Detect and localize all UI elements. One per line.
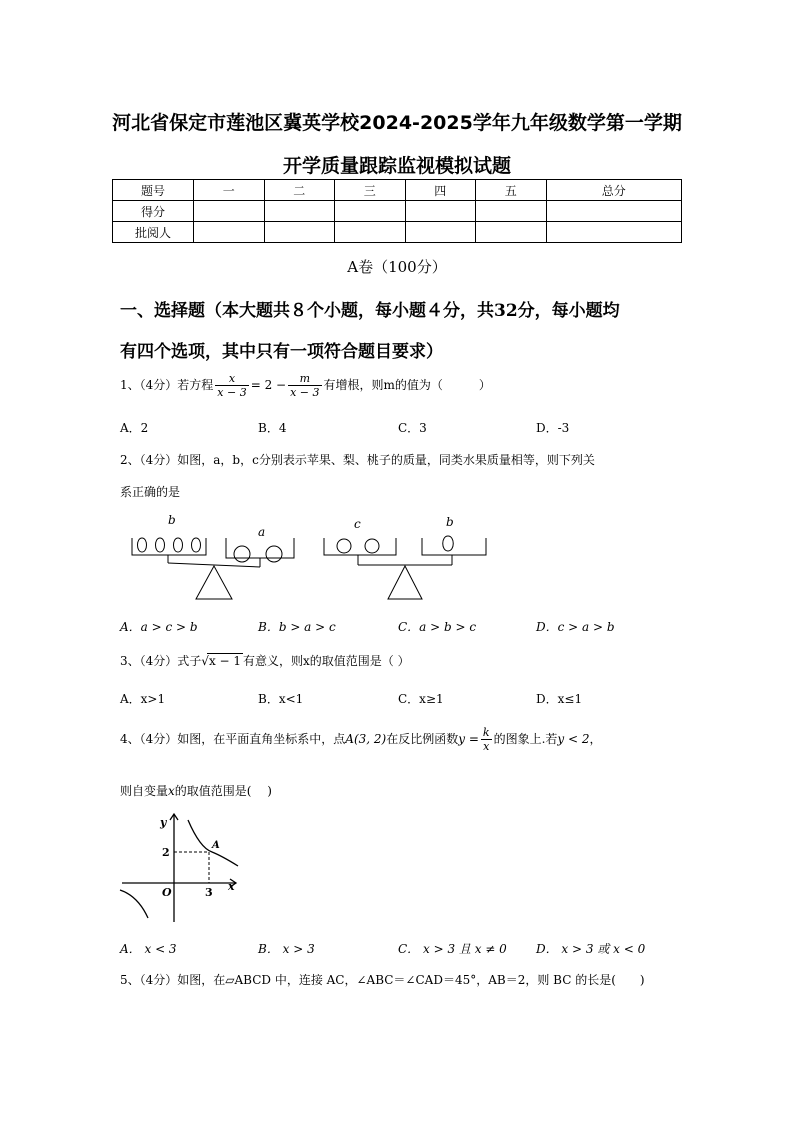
question-5: 5、（4分）如图，在▱ABCD 中，连接 AC，∠ABC＝∠CAD＝45°，AB＝2，则 BC 的长是( ): [120, 973, 645, 987]
q1-prefix: 1、（4分）若方程: [120, 378, 214, 392]
question-2-line1: 2、（4分）如图，a，b，c分别表示苹果、梨、桃子的质量，同类水果质量相等，则下列关: [120, 453, 595, 467]
question-3: [120, 652, 410, 669]
q1-frac2-den: x − 3: [290, 386, 320, 399]
q3-suffix: 有意义，则x的取值范围是（ ）: [243, 654, 410, 668]
score-cell[interactable]: [335, 201, 406, 222]
q3-option-a[interactable]: A．x>1: [120, 692, 166, 706]
section-a-heading: A卷（100分）: [347, 258, 447, 276]
score-table-row-label: 得分: [113, 201, 194, 222]
q1-fraction-2: [288, 372, 321, 399]
q4-line2-b: 的取值范围是( ): [174, 784, 272, 798]
q4-prefix: 4、（4分）如图，在平面直角坐标系中，点: [120, 732, 346, 746]
score-table-row: [113, 201, 682, 222]
score-cell[interactable]: [476, 222, 547, 243]
q1-mid: = 2 −: [250, 378, 287, 392]
sqrt-icon: √: [201, 654, 209, 668]
score-cell[interactable]: [405, 201, 476, 222]
part1-heading-line2: 有四个选项，其中只有一项符合题目要求）: [120, 342, 443, 362]
score-cell[interactable]: [335, 222, 406, 243]
balance-scale-right: [324, 536, 486, 599]
q1-option-d[interactable]: D．-3: [536, 421, 570, 435]
score-table-header-row: [113, 180, 682, 201]
score-cell[interactable]: [194, 201, 265, 222]
q4-option-c[interactable]: C． x > 3 且 x ≠ 0: [398, 942, 507, 956]
q4-mid: 在反比例函数: [386, 732, 459, 746]
q4-suffix: 的图象上.若: [493, 732, 558, 746]
q3-prefix: 3、（4分）式子: [120, 654, 202, 668]
score-cell[interactable]: [264, 201, 335, 222]
q4-func-lhs: y =: [458, 732, 479, 746]
graph-label-3: 3: [205, 886, 213, 899]
q4-comma: ，: [589, 732, 602, 746]
q4-line2-var: x: [168, 784, 175, 798]
question-4-line1: [120, 726, 602, 753]
exam-title-line1: 河北省保定市莲池区冀英学校2024-2025学年九年级数学第一学期: [112, 112, 682, 134]
q1-option-a[interactable]: A．2: [120, 421, 149, 435]
exam-title-line2: 开学质量跟踪监视模拟试题: [282, 155, 511, 177]
graph-label-y: y: [160, 816, 167, 829]
q3-option-d[interactable]: D．x≤1: [536, 692, 583, 706]
q1-option-c[interactable]: C．3: [398, 421, 427, 435]
q4-line2-a: 则自变量: [120, 784, 169, 798]
graph-label-x: x: [228, 880, 235, 893]
q1-suffix: 有增根，则m的值为（ ）: [323, 378, 491, 392]
score-table-header-cell: 五: [476, 180, 547, 201]
q1-option-b[interactable]: B．4: [258, 421, 287, 435]
score-table: [112, 179, 682, 243]
fig-label-c: c: [354, 517, 361, 531]
q2-option-a[interactable]: A．a > c > b: [120, 620, 198, 634]
q1-frac1-den: x − 3: [217, 386, 247, 399]
score-cell[interactable]: [194, 222, 265, 243]
score-cell[interactable]: [264, 222, 335, 243]
score-cell[interactable]: [546, 201, 682, 222]
graph-label-origin: O: [162, 886, 172, 899]
score-table-header-cell: 二: [264, 180, 335, 201]
q2-option-d[interactable]: D．c > a > b: [536, 620, 615, 634]
fig-label-b-left: b: [168, 513, 176, 527]
q3-option-b[interactable]: B．x<1: [258, 692, 304, 706]
q4-option-d[interactable]: D． x > 3 或 x < 0: [536, 942, 646, 956]
q1-frac2-num: m: [288, 372, 321, 386]
q4-frac-den: x: [483, 740, 490, 753]
q3-option-c[interactable]: C．x≥1: [398, 692, 444, 706]
part1-heading-line1: 一、选择题（本大题共８个小题，每小题４分，共32分，每小题均: [120, 301, 620, 321]
graph-label-point-a: A: [212, 840, 220, 851]
q4-fraction: [481, 726, 492, 753]
score-table-header-cell: 三: [335, 180, 406, 201]
q4-frac-num: k: [482, 726, 490, 739]
graph-label-2: 2: [162, 846, 170, 859]
score-table-header-cell: 四: [405, 180, 476, 201]
score-table-row: [113, 222, 682, 243]
q1-fraction-1: [215, 372, 248, 399]
q4-option-b[interactable]: B． x > 3: [258, 942, 315, 956]
q4-condition: y < 2: [557, 732, 590, 746]
fig-label-b-right: b: [446, 515, 454, 529]
q2-option-c[interactable]: C．a > b > c: [398, 620, 477, 634]
score-cell[interactable]: [546, 222, 682, 243]
balance-scales-figure: [118, 508, 498, 604]
score-table-header-cell: 总分: [546, 180, 682, 201]
q4-point: A(3, 2): [345, 732, 387, 746]
score-table-header-cell: 题号: [113, 180, 194, 201]
q2-option-b[interactable]: B．b > a > c: [258, 620, 336, 634]
q4-option-a[interactable]: A． x < 3: [120, 942, 177, 956]
balance-scale-left: [132, 538, 294, 599]
score-table-row-label: 批阅人: [113, 222, 194, 243]
q3-radicand: x − 1: [208, 654, 242, 668]
fig-label-a: a: [258, 525, 266, 539]
question-2-line2: 系正确的是: [120, 485, 181, 499]
score-cell[interactable]: [405, 222, 476, 243]
question-1: [120, 372, 491, 399]
score-cell[interactable]: [476, 201, 547, 222]
inverse-function-graph: [118, 808, 248, 930]
q1-frac1-num: x: [215, 372, 248, 386]
score-table-header-cell: 一: [194, 180, 265, 201]
question-4-line2: [120, 782, 272, 799]
